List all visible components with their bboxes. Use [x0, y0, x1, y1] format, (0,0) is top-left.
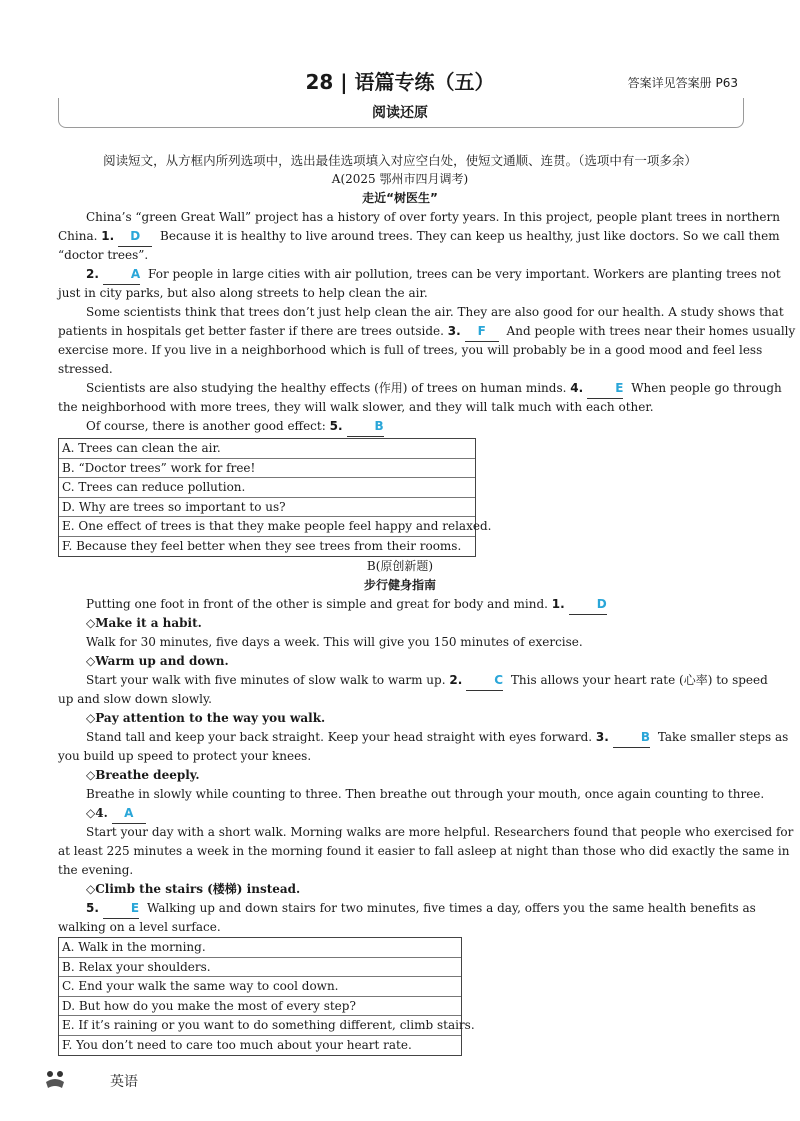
answer-blank: B — [613, 728, 650, 748]
option-item: B. “Doctor trees” work for free! — [59, 459, 475, 479]
passage-b-title: 步行健身指南 — [363, 578, 436, 592]
passage-b-text: you build up speed to protect your knees. — [58, 749, 312, 763]
passage-b-text: Start your day with a short walk. Morning walks are more helpful. Researchers found that people who exercised for — [86, 825, 794, 839]
passage-a-text: 2. A For people in large cities with air pollution, trees can be very important. Workers are planting trees not — [58, 265, 742, 285]
passage-b-heading: ◇Climb the stairs (楼梯) instead. — [86, 882, 301, 896]
passage-a-text: exercise more. If you live in a neighborhood which is full of trees, you will probably be in a good mood and feel less — [58, 343, 763, 357]
section-label: 阅读还原 — [372, 105, 428, 121]
option-item: D. But how do you make the most of every step? — [59, 997, 461, 1017]
passage-a-text: Scientists are also studying the healthy effects (作用) of trees on human minds. 4. E When people go through — [58, 379, 742, 399]
passage-a-text: patients in hospitals get better faster if there are trees outside. 3. F And people with trees near their homes usually — [58, 322, 742, 342]
blank-number: 2. — [86, 267, 99, 281]
blank-number: 3. — [595, 730, 609, 744]
answer-blank: B — [347, 417, 384, 437]
passage-a-text: stressed. — [58, 362, 113, 376]
instructions: 阅读短文，从方框内所列选项中，选出最佳选项填入对应空白处，使短文通顺、连贯。（选项中有一项多余） — [103, 153, 697, 168]
passage-b-text: walking on a level surface. — [58, 920, 221, 934]
option-item: C. End your walk the same way to cool down. — [59, 977, 461, 997]
passage-a-text: just in city parks, but also along streets to help clean the air. — [58, 286, 428, 300]
passage-b-heading: ◇Make it a habit. — [86, 616, 202, 630]
passage-a-text: “doctor trees”. — [58, 248, 149, 262]
passage-b-text: 5. E Walking up and down stairs for two minutes, five times a day, offers you the same health benefits as — [58, 899, 742, 919]
answer-reference: 答案详见答案册 P63 — [627, 76, 738, 90]
passage-b-heading: ◇4. A — [58, 804, 770, 824]
blank-number: 5. — [86, 901, 99, 915]
option-item: F. You don’t need to care too much about your heart rate. — [62, 1037, 412, 1052]
passage-b-heading: ◇Breathe deeply. — [86, 768, 200, 782]
passage-a-text: Some scientists think that trees don’t just help clean the air. They are also good for our health. A study shows that — [86, 305, 784, 319]
passage-b-text: the evening. — [58, 863, 134, 877]
answer-blank: C — [466, 671, 503, 691]
passage-a-source: A(2025 鄂州市四月调考) — [331, 172, 469, 186]
blank-number: 3. — [447, 324, 461, 338]
blank-number: 1. — [101, 229, 115, 243]
answer-blank: D — [569, 595, 607, 615]
answer-blank: D — [118, 227, 152, 247]
passage-b-text: Breathe in slowly while counting to three. Then breathe out through your mouth, once again counting to three. — [86, 787, 765, 801]
answer-blank: E — [587, 379, 623, 399]
option-item: E. One effect of trees is that they make people feel happy and relaxed. — [59, 517, 475, 537]
answer-blank: A — [112, 804, 146, 824]
blank-number: 4. — [570, 381, 584, 395]
answer-blank: E — [103, 899, 139, 919]
passage-a-text: the neighborhood with more trees, they will walk slower, and they will talk much with each other. — [58, 400, 654, 414]
options-box-a — [58, 438, 492, 557]
option-item: D. Why are trees so important to us? — [59, 498, 475, 518]
passage-b-text: Start your walk with five minutes of slow walk to warm up. 2. C This allows your heart rate (心率) to speed — [58, 671, 742, 691]
answer-blank: A — [103, 265, 140, 285]
passage-b-heading: ◇Pay attention to the way you walk. — [86, 711, 326, 725]
passage-a-text: China. 1. D Because it is healthy to live around trees. They can keep us healthy, just like doctors. So we call them — [58, 227, 742, 247]
passage-b-text: up and slow down slowly. — [58, 692, 212, 706]
option-item: A. Trees can clean the air. — [59, 439, 475, 459]
passage-b-text: Putting one foot in front of the other is simple and great for body and mind. 1. D — [58, 595, 742, 615]
blank-number: 5. — [329, 419, 343, 433]
blank-number: 2. — [449, 673, 463, 687]
subject-label: 英语 — [110, 1074, 138, 1090]
blank-number: 1. — [551, 597, 565, 611]
option-item: C. Trees can reduce pollution. — [59, 478, 475, 498]
book-logo-icon — [44, 1068, 66, 1090]
passage-a-text: Of course, there is another good effect: 5. B — [58, 417, 742, 437]
options-box-b — [58, 937, 475, 1056]
answer-blank: F — [465, 322, 499, 342]
page-title: 28 | 语篇专练（五） — [305, 70, 495, 94]
passage-b-text: at least 225 minutes a week in the morning found it easier to fall asleep at night than those who did exactly the same in — [58, 844, 790, 858]
option-item: E. If it’s raining or you want to do something different, climb stairs. — [59, 1016, 461, 1036]
passage-b-text: Stand tall and keep your back straight. Keep your head straight with eyes forward. 3. B Take smaller steps as — [58, 728, 742, 748]
option-item: F. Because they feel better when they see trees from their rooms. — [62, 538, 462, 553]
passage-b-text: Walk for 30 minutes, five days a week. This will give you 150 minutes of exercise. — [86, 635, 583, 649]
option-item: B. Relax your shoulders. — [59, 958, 461, 978]
passage-b-heading: ◇Warm up and down. — [86, 654, 229, 668]
passage-b-source: B(原创新题) — [366, 559, 434, 573]
option-item: A. Walk in the morning. — [59, 938, 461, 958]
passage-a-title: 走近“树医生” — [362, 191, 438, 205]
passage-a-text: China’s “green Great Wall” project has a history of over forty years. In this project, people plant trees in northern — [86, 210, 780, 224]
